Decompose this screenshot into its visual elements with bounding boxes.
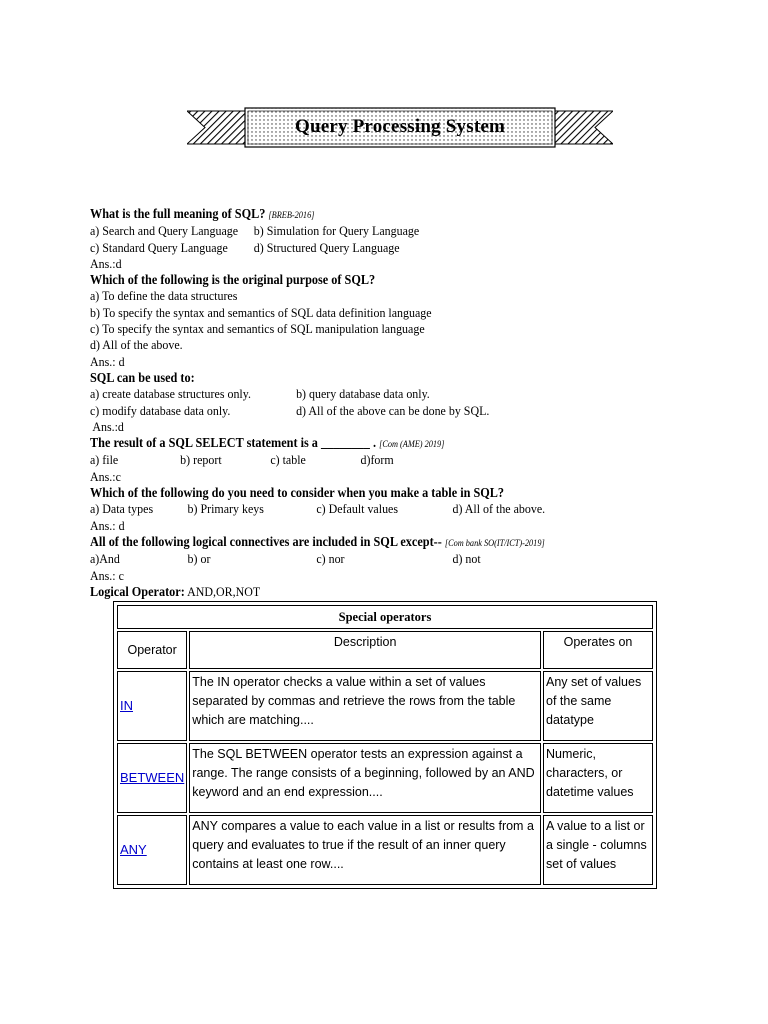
- question-3-text: SQL can be used to:: [90, 369, 195, 385]
- option-d: d) Structured Query Language: [253, 239, 400, 255]
- table-caption: Special operators: [117, 605, 653, 629]
- option-b: b) To specify the syntax and semantics of SQL data definition language: [90, 304, 432, 320]
- question-4: [90, 435, 660, 452]
- question-4-text: The result of a SQL SELECT statement is a ________ .: [90, 435, 377, 451]
- operator-link-any[interactable]: ANY: [120, 842, 147, 857]
- option-d: d) not: [452, 551, 481, 567]
- option-c: c) To specify the syntax and semantics of SQL manipulation language: [90, 321, 425, 337]
- question-6-options-row: [90, 551, 660, 567]
- question-1: [90, 206, 660, 223]
- header-operator: Operator: [117, 631, 187, 669]
- operator-cell: [117, 815, 187, 885]
- logical-operator-label: Logical Operator:: [90, 583, 185, 599]
- option-a: a) To define the data structures: [90, 288, 238, 304]
- question-2-answer: Ans.: d: [90, 353, 125, 369]
- operator-link-between[interactable]: BETWEEN: [120, 770, 185, 785]
- question-6-text: All of the following logical connectives are included in SQL except--: [90, 533, 442, 549]
- option-d: d)form: [360, 452, 394, 468]
- question-1-answer: Ans.:d: [90, 255, 122, 271]
- question-1-options-row-1: [90, 223, 660, 239]
- operates-on-cell: Numeric, characters, or datetime values: [543, 743, 653, 813]
- option-c: c) modify database data only.: [90, 402, 231, 418]
- question-5-answer: Ans.: d: [90, 517, 125, 533]
- option-d: d) All of the above can be done by SQL.: [296, 402, 490, 418]
- question-4-options-row: [90, 452, 660, 468]
- question-6-source: [Com bank SO(IT/ICT)-2019]: [444, 537, 545, 548]
- operator-cell: [117, 743, 187, 813]
- question-2: [90, 272, 660, 288]
- question-4-answer: Ans.:c: [90, 468, 121, 484]
- option-a: a) create database structures only.: [90, 386, 251, 402]
- question-5: [90, 485, 660, 501]
- question-2-text: Which of the following is the original purpose of SQL?: [90, 272, 376, 288]
- operator-cell: [117, 671, 187, 741]
- question-6-answer: Ans.: c: [90, 567, 124, 583]
- option-d: d) All of the above.: [452, 501, 546, 517]
- operates-on-cell: Any set of values of the same datatype: [543, 671, 653, 741]
- option-c: c) table: [270, 452, 306, 468]
- option-a: a) file: [90, 452, 119, 468]
- table-row: [117, 743, 653, 813]
- description-cell: The SQL BETWEEN operator tests an expression against a range. The range consists of a beginning, followed by an AND keyword and an end expression....: [189, 743, 541, 813]
- description-cell: The IN operator checks a value within a set of values separated by commas and retrieve the rows from the table which are matching....: [189, 671, 541, 741]
- option-c: c) Standard Query Language: [90, 239, 228, 255]
- special-operators-table: [113, 601, 657, 889]
- operator-link-in[interactable]: IN: [120, 698, 133, 713]
- description-cell: ANY compares a value to each value in a list or results from a query and evaluates to true if the result of an inner query contains at least one row....: [189, 815, 541, 885]
- option-d: d) All of the above.: [90, 337, 183, 353]
- question-1-options-row-2: [90, 240, 660, 256]
- table-row: [117, 671, 653, 741]
- option-b: b) Simulation for Query Language: [253, 223, 420, 239]
- option-b: b) query database data only.: [296, 386, 430, 402]
- option-a: a) Data types: [90, 501, 154, 517]
- title-banner: [187, 107, 613, 148]
- option-a: a)And: [90, 551, 120, 567]
- question-5-text: Which of the following do you need to consider when you make a table in SQL?: [90, 485, 505, 501]
- question-3-options-row-2: [90, 403, 660, 419]
- option-b: b) or: [187, 551, 211, 567]
- option-a: a) Search and Query Language: [90, 223, 239, 239]
- question-1-source: [BREB-2016]: [268, 210, 315, 220]
- option-c: c) Default values: [316, 501, 399, 517]
- option-c: c) nor: [316, 551, 345, 567]
- option-b: b) report: [180, 452, 222, 468]
- question-5-options-row: [90, 501, 660, 517]
- logical-operator-line: [90, 584, 660, 600]
- question-1-text: What is the full meaning of SQL?: [90, 206, 266, 221]
- option-b: b) Primary keys: [187, 501, 264, 517]
- question-list: [90, 206, 710, 600]
- question-3-answer: Ans.:d: [90, 418, 124, 434]
- logical-operator-value: AND,OR,NOT: [184, 583, 261, 599]
- header-description: Description: [189, 631, 541, 669]
- page-title: Query Processing System: [294, 116, 506, 137]
- question-6: [90, 534, 660, 551]
- operates-on-cell: A value to a list or a single - columns set of values: [543, 815, 653, 885]
- header-operates-on: Operates on: [543, 631, 653, 669]
- table-row: [117, 815, 653, 885]
- question-4-source: [Com (AME) 2019]: [379, 439, 445, 450]
- question-3: [90, 370, 660, 386]
- question-3-options-row-1: [90, 386, 660, 402]
